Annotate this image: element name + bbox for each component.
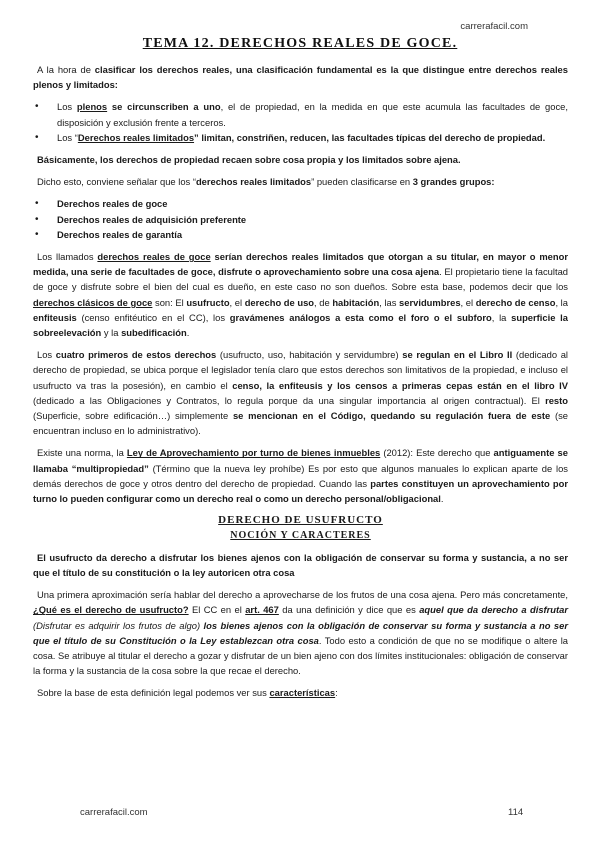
definition-paragraph: El usufructo da derecho a disfrutar los bienes ajenos con la obligación de conservar su forma y sustancia, a no ser que el título de su constitución o la ley autoricen otra cosa [33, 551, 568, 578]
cuatro-paragraph: Los cuatro primeros de estos derechos (usufructo, uso, habitación y servidumbre) se regulan en el Libro II (dedicado al derecho de propiedad, se ubica porque el legislador tenía claro que estos derechos son limitativos de la propiedad, e incluso el usufructo va tras la posesión), en cambio el censo, la enfiteusis y los censos a primeras cepas están en el libro IV (dedicado a las Obligaciones y Contratos, lo regula porque da una singular importancia al origen contractual). El resto (Superficie, sobre edificación…) simplemente se mencionan en el Código, quedando su regulación fuera de este (se encuentran incluso en lo administrativo). [33, 349, 568, 437]
list-item: • Los plenos se circunscriben a uno, el de propiedad, en la medida en que este acumula las facultades de goce, disposición y exclusión frente a terceros. [33, 99, 568, 129]
list-item: • Derechos reales de adquisición preferente [33, 212, 568, 227]
groups-paragraph: Dicho esto, conviene señalar que los “derechos reales limitados” pueden clasificarse en 3 grandes grupos: [37, 176, 495, 188]
goce-paragraph: Los llamados derechos reales de goce serían derechos reales limitados que otorgan a su titular, en mayor o menor medida, una serie de facultades de goce, disfrute o aprovechamiento sobre una cosa ajena. El propietario tiene la facultad de goce y disfrute sobre el bien del cual es dueño, en este caso no son dueños. Sobre esta base, podemos decir que los derechos clásicos de goce son: El usufructo, el derecho de uso, de habitación, las servidumbres, el derecho de censo, la enfiteusis (censo enfitéutico en el CC), los gravámenes análogos a esta como el foro o el subforo, la superficie la sobreelevación y la subedificación. [33, 251, 568, 339]
intro-paragraph: A la hora de clasificar los derechos reales, una clasificación fundamental es la que distingue entre derechos reales plenos y limitados: [33, 64, 568, 91]
page-title: TEMA 12. DERECHOS REALES DE GOCE. [142, 36, 458, 51]
footer-site: carrerafacil.com [80, 807, 148, 818]
groups-list [33, 196, 568, 242]
base-paragraph: Sobre la base de esta definición legal podemos ver sus características: [37, 687, 338, 699]
list-item: • Derechos reales de garantía [33, 227, 568, 242]
aprox-paragraph: Una primera aproximación sería hablar del derecho a aprovecharse de los frutos de una cosa ajena. Pero más concretamente, ¿Qué es el derecho de usufructo? El CC en el art. 467 da una definición y dice que es aquel que da derecho a disfrutar (Disfrutar es adquirir los frutos de algo) los bienes ajenos con la obligación de conservar su forma y sustancia a no ser que el título de su Constitución o la Ley establezcan otra cosa. Todo esto a condición de que no se modifique o altere la cosa. Se atribuye al titular el derecho a gozar y disfrutar de un bien ajeno con dos límites institucionales: obligación de conservar la forma y la sustancia de la cosa sobre la que recae el derecho. [33, 589, 569, 677]
section-subtitle: NOCIÓN Y CARACTERES [230, 530, 371, 542]
list-item: • Derechos reales de goce [33, 196, 568, 211]
document-body [33, 62, 568, 708]
list-item: • Los “Derechos reales limitados” limitan, constriñen, reducen, las facultades típicas del derecho de propiedad. [33, 130, 568, 145]
ley-paragraph: Existe una norma, la Ley de Aprovechamiento por turno de bienes inmuebles (2012): Este derecho que antiguamente se llamaba “multipropiedad” (Término que la nueva ley prohíbe) Es por esto que algunos manuales lo explican aparte de los demás derechos de goce y otros dentro del derecho de propiedad. Cuando las partes constituyen un aprovechamiento por turno lo pueden configurar como un derecho real o como un derecho personal/obligacional. [33, 447, 568, 505]
page-number: 114 [508, 807, 524, 818]
types-list [33, 99, 568, 145]
basic-paragraph: Básicamente, los derechos de propiedad recaen sobre cosa propia y los limitados sobre ajena. [37, 154, 461, 166]
header-site: carrerafacil.com [460, 21, 528, 32]
section-title: DERECHO DE USUFRUCTO [218, 514, 383, 527]
